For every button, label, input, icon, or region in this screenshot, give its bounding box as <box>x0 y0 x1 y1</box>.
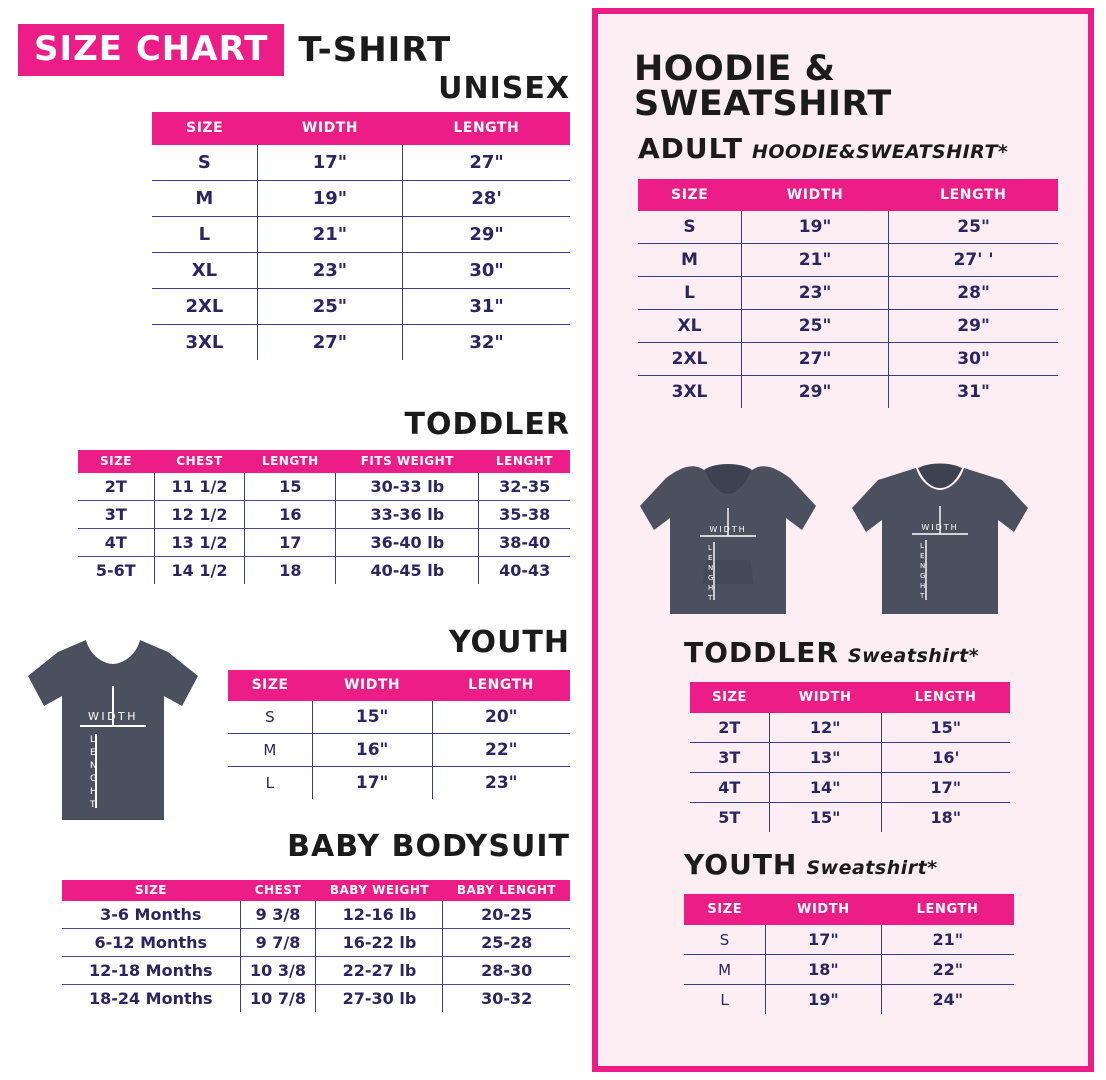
cell-length: 28" <box>889 277 1058 310</box>
table-row <box>152 180 570 216</box>
cell-width: 25" <box>742 310 889 343</box>
table-row <box>228 701 570 734</box>
hoodie-sweatshirt-section <box>592 8 1094 1072</box>
svg-text:H: H <box>90 787 97 797</box>
cell-size: L <box>228 766 312 799</box>
table-row <box>690 713 1010 743</box>
table-row <box>152 324 570 360</box>
svg-text:E: E <box>90 748 96 758</box>
cell-length: 23" <box>485 772 518 793</box>
col-fits-weight: FITS WEIGHT <box>336 450 479 473</box>
baby-table-wrap <box>62 880 570 1012</box>
table-row <box>690 743 1010 773</box>
right-youth-size-table <box>684 894 1014 1014</box>
cell-width: 27" <box>742 343 889 376</box>
toddler-heading: TODDLER <box>404 407 570 442</box>
svg-text:G: G <box>90 774 97 784</box>
hoodie-sweatshirt-title: HOODIE & SWEATSHIRT <box>634 49 892 124</box>
right-toddler-heading: TODDLER <box>684 636 839 669</box>
right-toddler-table-wrap <box>690 682 1010 832</box>
cell-size: 12-18 Months <box>62 956 240 984</box>
cell-width: 19" <box>742 211 889 244</box>
cell-width: 23" <box>257 252 402 288</box>
cell-width: 18" <box>766 955 881 985</box>
col-length: LENGTH <box>889 179 1058 211</box>
sweatshirt-length-label: L <box>920 542 924 550</box>
tshirt-illustration <box>18 630 208 830</box>
cell-length: 32" <box>469 331 504 353</box>
hoodie-icon <box>640 464 816 614</box>
cell-size: 3T <box>78 500 154 528</box>
cell-width: 23" <box>742 277 889 310</box>
cell-weight: 30-33 lb <box>336 473 479 501</box>
cell-lenght: 30-32 <box>481 988 533 1008</box>
cell-size: 2T <box>690 713 769 743</box>
table-row <box>78 528 570 556</box>
cell-size: 2XL <box>152 288 257 324</box>
table-row <box>152 145 570 181</box>
col-size: SIZE <box>638 179 742 211</box>
table-row <box>690 803 1010 833</box>
table-row <box>638 343 1058 376</box>
baby-bodysuit-heading: BABY BODYSUIT <box>287 829 570 864</box>
hoodie-width-label: WIDTH <box>709 525 747 534</box>
cell-width: 17" <box>257 145 402 181</box>
table-row <box>690 773 1010 803</box>
col-width: WIDTH <box>766 894 881 925</box>
cell-length: 17 <box>245 528 336 556</box>
cell-size: 3T <box>690 743 769 773</box>
cell-size: XL <box>152 252 257 288</box>
cell-lenght: 35-38 <box>479 500 570 528</box>
cell-length: 30" <box>889 343 1058 376</box>
cell-lenght: 28-30 <box>443 956 570 984</box>
table-row <box>638 211 1058 244</box>
cell-length: 31" <box>957 382 990 402</box>
cell-size: L <box>684 985 766 1015</box>
right-toddler-subheading: Sweatshirt* <box>847 645 980 667</box>
youth-table-wrap <box>228 670 570 799</box>
table-row <box>684 955 1014 985</box>
right-youth-table-wrap <box>684 894 1014 1014</box>
table-header-row <box>684 894 1014 925</box>
svg-text:T: T <box>708 594 713 602</box>
table-row <box>638 376 1058 409</box>
table-row <box>684 925 1014 955</box>
cell-width: 29" <box>742 376 889 409</box>
cell-width: 15" <box>312 701 432 734</box>
cell-length: 18" <box>930 808 962 827</box>
cell-weight: 22-27 lb <box>316 956 443 984</box>
right-toddler-heading-row <box>684 636 979 669</box>
cell-length: 17" <box>881 773 1010 803</box>
cell-length: 15 <box>245 473 336 501</box>
cell-chest: 12 1/2 <box>154 500 245 528</box>
cell-size: M <box>684 955 766 985</box>
cell-length: 25" <box>889 211 1058 244</box>
cell-width: 13" <box>769 743 881 773</box>
cell-length: 24" <box>932 990 964 1009</box>
cell-chest: 10 7/8 <box>240 984 316 1012</box>
cell-width: 17" <box>766 925 881 955</box>
table-row <box>152 216 570 252</box>
table-header-row <box>228 670 570 701</box>
col-size: SIZE <box>684 894 766 925</box>
svg-text:G: G <box>920 572 926 580</box>
col-baby-weight: BABY WEIGHT <box>316 880 443 901</box>
main-title <box>18 24 451 76</box>
sweatshirt-width-label: WIDTH <box>921 523 959 532</box>
cell-length: 18 <box>245 556 336 584</box>
tshirt-length-label: L <box>90 735 97 745</box>
cell-width: 21" <box>257 216 402 252</box>
cell-length: 31" <box>403 288 570 324</box>
right-youth-heading: YOUTH <box>684 848 798 881</box>
cell-size: 6-12 Months <box>62 928 240 956</box>
cell-size: M <box>152 180 257 216</box>
cell-weight: 33-36 lb <box>336 500 479 528</box>
cell-size: S <box>638 211 742 244</box>
col-baby-lenght: BABY LENGHT <box>443 880 570 901</box>
cell-size: 4T <box>78 528 154 556</box>
cell-lenght: 40-43 <box>499 560 551 580</box>
cell-weight: 16-22 lb <box>316 928 443 956</box>
youth-heading: YOUTH <box>448 625 570 660</box>
table-header-row <box>638 179 1058 211</box>
unisex-size-table <box>152 112 570 360</box>
cell-size: 2T <box>78 473 154 501</box>
svg-text:N: N <box>708 564 714 572</box>
cell-length: 30" <box>403 252 570 288</box>
adult-subheading: HOODIE&SWEATSHIRT* <box>751 141 1009 163</box>
col-size: SIZE <box>152 112 257 145</box>
table-row <box>78 473 570 501</box>
adult-table-wrap <box>638 179 1058 408</box>
cell-width: 19" <box>257 180 402 216</box>
cell-chest: 14 1/2 <box>154 556 245 584</box>
cell-weight: 40-45 lb <box>336 556 479 584</box>
table-row <box>152 288 570 324</box>
baby-size-table <box>62 880 570 1012</box>
cell-lenght: 38-40 <box>479 528 570 556</box>
cell-size: XL <box>638 310 742 343</box>
cell-size: M <box>228 733 312 766</box>
cell-size: 18-24 Months <box>62 984 240 1012</box>
garment-illustrations <box>626 454 1066 624</box>
table-header-row <box>152 112 570 145</box>
svg-text:G: G <box>708 574 714 582</box>
adult-heading-row <box>638 132 1008 165</box>
table-row <box>62 956 570 984</box>
cell-width: 12" <box>769 713 881 743</box>
cell-width: 17" <box>312 766 432 799</box>
svg-text:T: T <box>90 800 96 810</box>
cell-chest: 13 1/2 <box>154 528 245 556</box>
unisex-heading: UNISEX <box>438 71 570 106</box>
col-size: SIZE <box>62 880 240 901</box>
table-row <box>228 733 570 766</box>
table-row <box>228 766 570 799</box>
cell-length: 27" <box>403 145 570 181</box>
cell-size: S <box>228 701 312 734</box>
svg-text:N: N <box>920 562 926 570</box>
size-chart-badge: SIZE CHART <box>18 24 284 76</box>
cell-chest: 10 3/8 <box>240 956 316 984</box>
adult-heading: ADULT <box>638 132 743 165</box>
cell-weight: 27-30 lb <box>316 984 443 1012</box>
table-row <box>62 901 570 929</box>
col-lenght: LENGHT <box>479 450 570 473</box>
cell-weight: 12-16 lb <box>316 901 443 929</box>
col-chest: CHEST <box>154 450 245 473</box>
sweatshirt-icon <box>852 464 1028 615</box>
svg-text:E: E <box>920 552 925 560</box>
col-width: WIDTH <box>769 682 881 713</box>
cell-width: 16" <box>312 733 432 766</box>
col-length: LENGTH <box>881 894 1014 925</box>
right-youth-subheading: Sweatshirt* <box>806 857 938 879</box>
table-row <box>638 244 1058 277</box>
col-length: LENGTH <box>432 670 570 701</box>
cell-chest: 9 3/8 <box>240 901 316 929</box>
cell-lenght: 25-28 <box>443 928 570 956</box>
cell-width: 15" <box>769 803 881 833</box>
right-youth-heading-row <box>684 848 938 881</box>
cell-size: M <box>638 244 742 277</box>
svg-text:N: N <box>90 761 97 771</box>
table-row <box>62 984 570 1012</box>
cell-length: 22" <box>432 733 570 766</box>
table-row <box>62 928 570 956</box>
cell-size: 5-6T <box>78 556 154 584</box>
cell-width: 27" <box>257 324 402 360</box>
cell-length: 16 <box>245 500 336 528</box>
cell-size: 3XL <box>638 376 742 409</box>
cell-length: 20" <box>432 701 570 734</box>
right-toddler-size-table <box>690 682 1010 832</box>
cell-length: 16' <box>881 743 1010 773</box>
table-header-row <box>78 450 570 473</box>
hoodie-length-label: L <box>708 544 712 552</box>
cell-size: S <box>684 925 766 955</box>
col-length: LENGTH <box>245 450 336 473</box>
table-header-row <box>62 880 570 901</box>
toddler-table-wrap <box>78 450 570 584</box>
cell-length: 22" <box>881 955 1014 985</box>
col-size: SIZE <box>228 670 312 701</box>
unisex-table-wrap <box>152 112 570 360</box>
cell-size: 5T <box>690 803 769 833</box>
tshirt-icon <box>18 630 208 830</box>
table-row <box>638 310 1058 343</box>
cell-length: 28' <box>403 180 570 216</box>
tshirt-title: T-SHIRT <box>298 30 452 70</box>
cell-width: 14" <box>769 773 881 803</box>
cell-size: 2XL <box>638 343 742 376</box>
cell-size: L <box>638 277 742 310</box>
cell-weight: 36-40 lb <box>336 528 479 556</box>
svg-text:H: H <box>920 582 926 590</box>
col-length: LENGTH <box>881 682 1010 713</box>
svg-text:H: H <box>708 584 714 592</box>
toddler-size-table <box>78 450 570 584</box>
tshirt-width-label: WIDTH <box>87 710 139 723</box>
cell-length: 29" <box>889 310 1058 343</box>
svg-text:T: T <box>920 592 925 600</box>
col-size: SIZE <box>78 450 154 473</box>
adult-size-table <box>638 179 1058 408</box>
cell-width: 25" <box>257 288 402 324</box>
table-row <box>684 985 1014 1015</box>
cell-length: 29" <box>403 216 570 252</box>
table-header-row <box>690 682 1010 713</box>
cell-length: 21" <box>881 925 1014 955</box>
table-row <box>78 500 570 528</box>
cell-size: 3XL <box>152 324 257 360</box>
cell-width: 19" <box>766 985 881 1015</box>
cell-width: 21" <box>742 244 889 277</box>
cell-chest: 9 7/8 <box>240 928 316 956</box>
col-width: WIDTH <box>312 670 432 701</box>
cell-length: 15" <box>881 713 1010 743</box>
cell-length: 27' ' <box>889 244 1058 277</box>
cell-lenght: 32-35 <box>479 473 570 501</box>
col-width: WIDTH <box>257 112 402 145</box>
table-row <box>152 252 570 288</box>
col-chest: CHEST <box>240 880 316 901</box>
col-size: SIZE <box>690 682 769 713</box>
table-row <box>78 556 570 584</box>
svg-text:E: E <box>708 554 713 562</box>
table-row <box>638 277 1058 310</box>
cell-lenght: 20-25 <box>443 901 570 929</box>
col-length: LENGTH <box>403 112 570 145</box>
col-width: WIDTH <box>742 179 889 211</box>
cell-size: L <box>152 216 257 252</box>
cell-size: S <box>152 145 257 181</box>
cell-chest: 11 1/2 <box>154 473 245 501</box>
cell-size: 4T <box>690 773 769 803</box>
cell-size: 3-6 Months <box>62 901 240 929</box>
youth-size-table <box>228 670 570 799</box>
